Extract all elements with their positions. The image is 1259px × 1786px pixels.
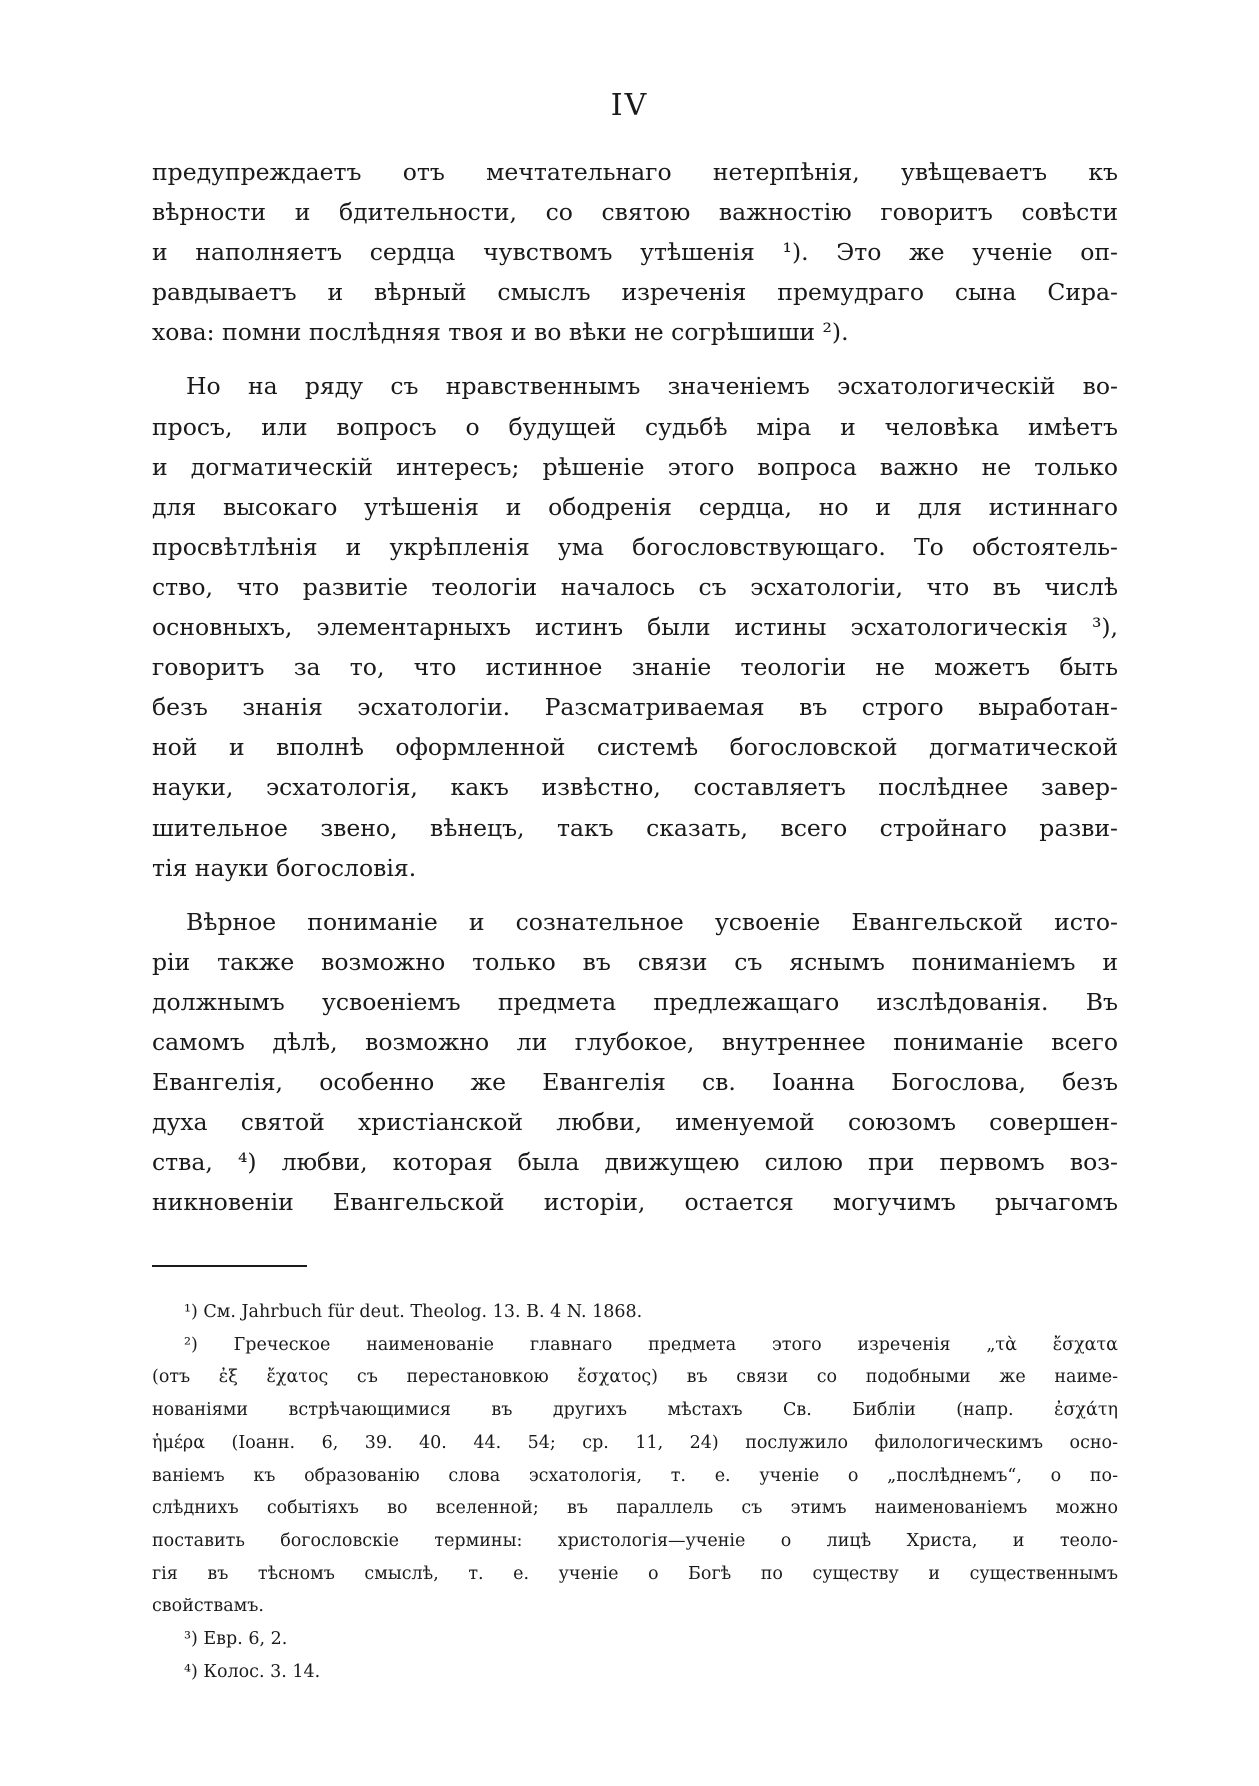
text-line: науки, эсхатологія, какъ извѣстно, составляетъ послѣднее завер- xyxy=(152,773,1118,802)
footnote-4 xyxy=(152,1656,1118,1689)
text-line: основныхъ, элементарныхъ истинъ были истины эсхатологическія ³), xyxy=(152,613,1118,642)
text-line: никновеніи Евангельской исторіи, остается могучимъ рычагомъ xyxy=(152,1188,1118,1217)
text-line: ства, ⁴) любви, которая была движущею силою при первомъ воз- xyxy=(152,1148,1118,1177)
text-line: хова: помни послѣдняя твоя и во вѣки не согрѣшиши ²). xyxy=(152,318,849,347)
text-line: должнымъ усвоеніемъ предмета предлежащаго изслѣдованія. Въ xyxy=(152,987,1118,1016)
text-line: Евангелія, особенно же Евангелія св. Іоанна Богослова, безъ xyxy=(152,1068,1118,1097)
footnote-1 xyxy=(152,1296,1118,1329)
paragraph xyxy=(152,366,1118,887)
footnote-line: ваніемъ къ образованію слова эсхатологія, т. е. ученіе о „послѣднемъ“, о по- xyxy=(152,1465,1118,1486)
text-line: ной и вполнѣ оформленной системѣ богословской догматической xyxy=(152,733,1118,762)
text-line: Но на ряду съ нравственнымъ значеніемъ эсхатологическій во- xyxy=(186,372,1118,401)
footnote-line: (отъ ἐξ ἔχατος съ перестановкою ἔσχατος) въ связи со подобными же наиме- xyxy=(152,1367,1118,1388)
footnote-divider xyxy=(152,1265,307,1267)
body-text xyxy=(152,152,1118,1222)
footnote-line: гія въ тѣсномъ смыслѣ, т. е. ученіе о Богѣ по существу и существеннымъ xyxy=(152,1563,1118,1584)
footnote-3 xyxy=(152,1623,1118,1656)
footnote-line: ¹) См. Jahrbuch für deut. Theolog. 13. B. 4 N. 1868. xyxy=(184,1302,643,1322)
footnote-line: ³) Евр. 6, 2. xyxy=(184,1629,288,1650)
text-line: говоритъ за то, что истинное знаніе теологіи не можетъ быть xyxy=(152,653,1118,682)
text-line: для высокаго утѣшенія и ободренія сердца, но и для истиннаго xyxy=(152,492,1118,521)
text-line: духа святой христіанской любви, именуемой союзомъ совершен- xyxy=(152,1108,1118,1137)
text-line: шительное звено, вѣнецъ, такъ сказать, всего стройнаго разви- xyxy=(152,813,1118,842)
paragraph xyxy=(152,152,1118,352)
footnote-2 xyxy=(152,1329,1118,1623)
text-line: просъ, или вопросъ о будущей судьбѣ міра и человѣка имѣетъ xyxy=(152,412,1118,441)
text-line: вѣрности и бдительности, со святою важностію говоритъ совѣсти xyxy=(152,198,1118,227)
footnote-line: поставить богословскіе термины: христологія—ученіе о лицѣ Христа, и теоло- xyxy=(152,1530,1118,1551)
text-line: равдываетъ и вѣрный смыслъ изреченія премудраго сына Сира- xyxy=(152,278,1118,307)
text-line: предупреждаетъ отъ мечтательнаго нетерпѣнія, увѣщеваетъ къ xyxy=(152,158,1118,186)
text-line: самомъ дѣлѣ, возможно ли глубокое, внутреннее пониманіе всего xyxy=(152,1027,1118,1056)
footnote-line: слѣднихъ событіяхъ во вселенной; въ параллель съ этимъ наименованіемъ можно xyxy=(152,1498,1118,1519)
footnote-line: ⁴) Колос. 3. 14. xyxy=(184,1661,321,1682)
text-line: и наполняетъ сердца чувствомъ утѣшенія ¹). Это же ученіе оп- xyxy=(152,238,1118,267)
footnotes xyxy=(152,1296,1118,1688)
footnote-line: ²) Греческое наименованіе главнаго предмета этого изреченія „τὰ ἔσχατα xyxy=(184,1334,1118,1355)
paragraph xyxy=(152,902,1118,1223)
text-line: безъ знанія эсхатологіи. Разсматриваемая въ строго выработан- xyxy=(152,693,1118,722)
text-line: и догматическій интересъ; рѣшеніе этого вопроса важно не только xyxy=(152,452,1118,481)
text-line: тія науки богословія. xyxy=(152,853,417,882)
text-line: ріи также возможно только въ связи съ яснымъ пониманіемъ и xyxy=(152,947,1118,976)
text-line: Вѣрное пониманіе и сознательное усвоеніе Евангельской исто- xyxy=(186,907,1118,936)
footnote-line: ἡμέρα (Іоанн. 6, 39. 40. 44. 54; ср. 11, 24) послужило филологическимъ осно- xyxy=(152,1432,1118,1453)
footnote-line: свойствамъ. xyxy=(152,1596,264,1617)
page-number: IV xyxy=(610,88,649,123)
footnote-line: нованіями встрѣчающимися въ другихъ мѣстахъ Св. Библіи (напр. ἐσχάτη xyxy=(152,1400,1118,1421)
text-line: просвѣтлѣнія и укрѣпленія ума богословствующаго. То обстоятель- xyxy=(152,532,1118,561)
text-line: ство, что развитіе теологіи началось съ эсхатологіи, что въ числѣ xyxy=(152,572,1118,601)
